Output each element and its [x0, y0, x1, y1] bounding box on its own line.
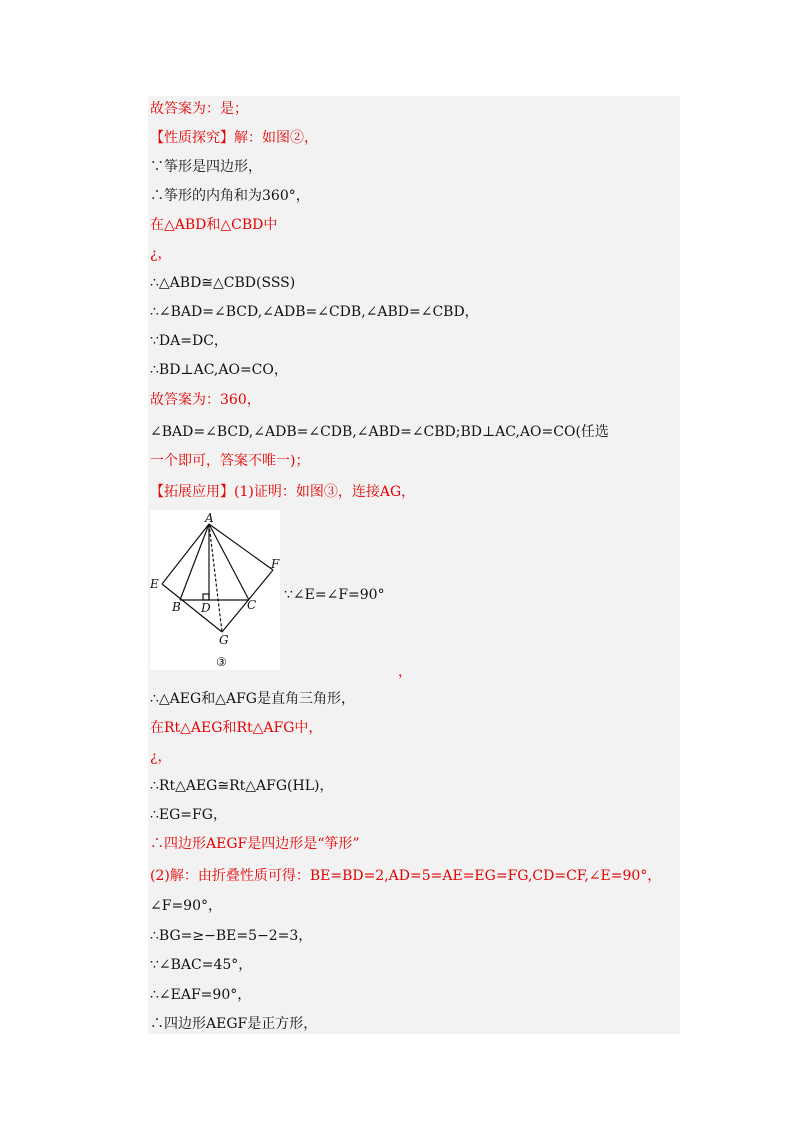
proof-line: ∴Rt△AEG≅Rt△AFG(HL)， [150, 778, 334, 794]
proof-line: ∴四边形AEGF是四边形是“筝形” [150, 836, 360, 852]
proof-line: ∵筝形是四边形， [150, 159, 262, 175]
proof-line: ∴∠BAD=∠BCD,∠ADB=∠CDB,∠ABD=∠CBD， [150, 304, 479, 320]
solution-line: ∴BG=≥−BE=5−2=3， [150, 928, 313, 944]
proof-line: ∴筝形的内角和为360°， [150, 188, 310, 204]
proof-line: ∵∠E=∠F=90° [284, 587, 385, 603]
figure-caption: ③ [216, 655, 227, 669]
proof-line: ∴EG=FG， [150, 807, 227, 823]
figure-3 [150, 510, 280, 670]
proof-line: 在Rt△AEG和Rt△AFG中， [150, 720, 323, 736]
proof-line: ∴△ABD≅△CBD(SSS) [150, 275, 296, 291]
answer-line: 故答案为：是； [150, 101, 248, 117]
solution-line: ∴∠EAF=90°， [150, 987, 252, 1003]
proof-line: ¿， [150, 749, 172, 765]
solution-line: (2)解：由折叠性质可得：BE=BD=2,AD=5=AE=EG=FG,CD=CF,∠E=90°， [150, 868, 662, 884]
vertex-label-d: D [201, 601, 211, 615]
proof-line: ¿， [150, 246, 172, 262]
proof-line: ∴BD⊥AC,AO=CO， [150, 362, 288, 378]
solution-line: ∵∠BAC=45°， [150, 957, 253, 973]
proof-line: ∵DA=DC， [150, 333, 228, 349]
answer-line: 故答案为：360， [150, 392, 261, 408]
vertex-label-e: E [150, 577, 159, 591]
proof-line: ∴△AEG和△AFG是直角三角形， [150, 691, 355, 707]
vertex-label-f: F [271, 557, 280, 571]
answer-line: 一个即可，答案不唯一)； [150, 453, 310, 469]
answer-line: ∠BAD=∠BCD,∠ADB=∠CDB,∠ABD=∠CBD;BD⊥AC,AO=CO(任选 [150, 424, 609, 440]
solution-line: ∴四边形AEGF是正方形， [150, 1016, 318, 1032]
vertex-label-c: C [247, 598, 257, 612]
proof-line: ， [398, 664, 412, 680]
vertex-label-a: A [205, 511, 214, 525]
vertex-label-g: G [219, 633, 229, 647]
kite-diagram [150, 510, 280, 670]
property-heading: 【性质探究】解：如图②， [150, 130, 318, 146]
vertex-label-b: B [172, 600, 181, 614]
proof-line: 在△ABD和△CBD中 [150, 217, 278, 233]
solution-line: ∠F=90°， [150, 898, 222, 914]
application-heading: 【拓展应用】(1)证明：如图③，连接AG， [150, 484, 416, 500]
